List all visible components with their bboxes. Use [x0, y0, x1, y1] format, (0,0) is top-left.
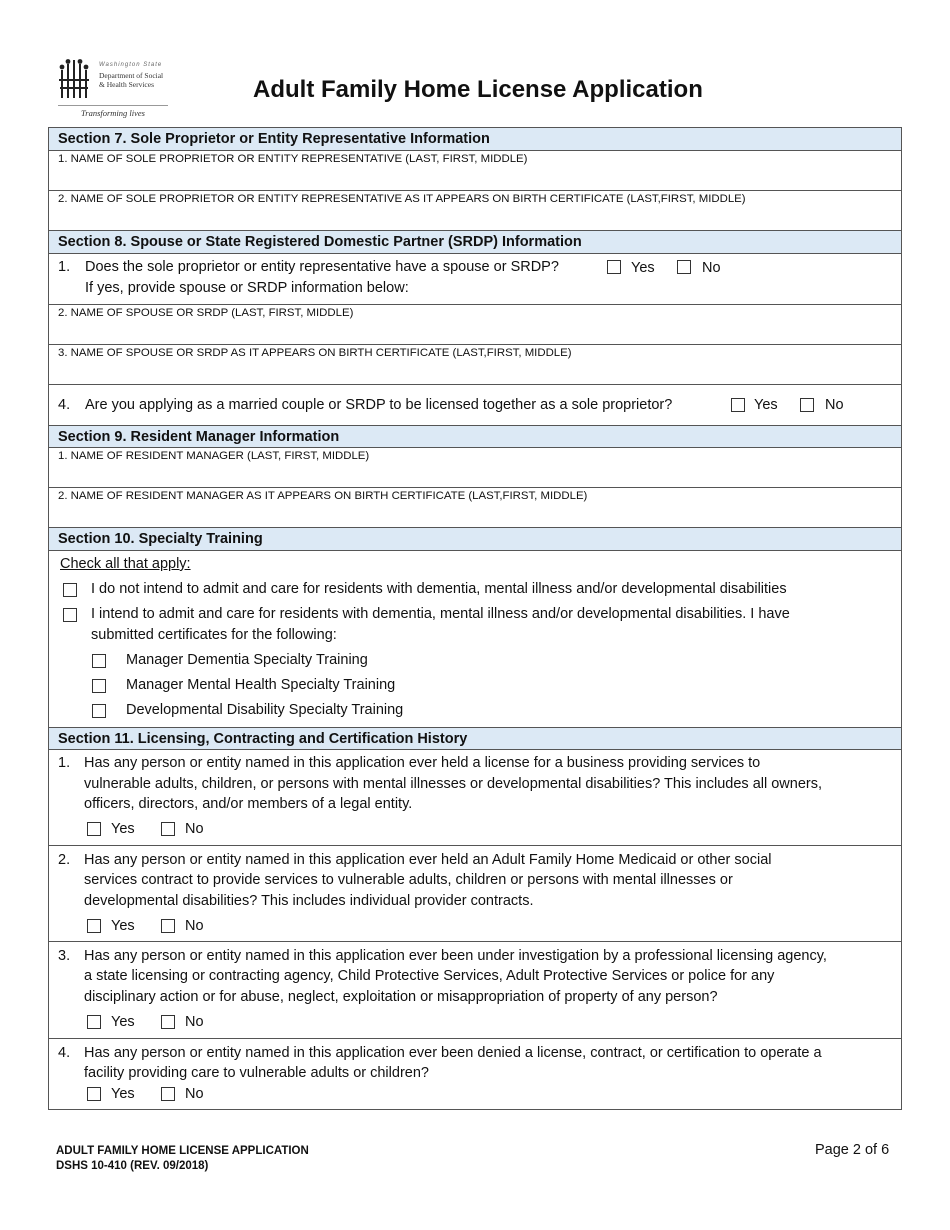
section8-question-4: 4. Are you applying as a married couple or SRDP to be licensed together as a sole proprietor? Yes No	[49, 384, 901, 425]
section9-heading: Section 9. Resident Manager Information	[49, 425, 901, 447]
section11-heading: Section 11. Licensing, Contracting and Certification History	[49, 727, 901, 749]
spouse-yes-checkbox[interactable]	[607, 260, 621, 274]
spouse-name-field[interactable]: 2. NAME OF SPOUSE OR SRDP (LAST, FIRST, MIDDLE)	[49, 304, 901, 344]
dshs-figures-icon	[58, 58, 96, 102]
resident-manager-birth-name-field[interactable]: 2. NAME OF RESIDENT MANAGER AS IT APPEARS ON BIRTH CERTIFICATE (LAST,FIRST, MIDDLE)	[49, 487, 901, 527]
specialty-intend-checkbox[interactable]	[63, 608, 77, 622]
check-all-instruction: Check all that apply:	[60, 556, 191, 572]
section10-heading: Section 10. Specialty Training	[49, 527, 901, 550]
resident-manager-name-field[interactable]: 1. NAME OF RESIDENT MANAGER (LAST, FIRST, MIDDLE)	[49, 447, 901, 487]
q2-no-checkbox[interactable]	[161, 919, 175, 933]
q4-yes-checkbox[interactable]	[87, 1087, 101, 1101]
q4-no-checkbox[interactable]	[161, 1087, 175, 1101]
sole-proprietor-name-field[interactable]: 1. NAME OF SOLE PROPRIETOR OR ENTITY REPRESENTATIVE (LAST, FIRST, MIDDLE)	[49, 150, 901, 190]
section11-question-1: 1. Has any person or entity named in this application ever held a license for a business providing services to vulnerable adults, children, or persons with mental illnesses or developmental disabilities? This includes all owners, officers, directors, and/or members of a legal entity. Yes No	[49, 749, 901, 845]
section8-heading: Section 8. Spouse or State Registered Domestic Partner (SRDP) Information	[49, 230, 901, 253]
document-title: Adult Family Home License Application	[253, 76, 703, 103]
section11-question-2: 2. Has any person or entity named in this application ever held an Adult Family Home Medicaid or other social services contract to provide services to vulnerable adults, children or persons with mental illnesses or developmental disabilities? This includes individual provider contracts. Yes No	[49, 845, 901, 941]
dementia-training-checkbox[interactable]	[92, 654, 106, 668]
mental-health-training-checkbox[interactable]	[92, 679, 106, 693]
logo-tagline: Transforming lives	[58, 105, 168, 118]
page-number: Page 2 of 6	[815, 1142, 890, 1158]
spouse-birth-name-field[interactable]: 3. NAME OF SPOUSE OR SRDP AS IT APPEARS ON BIRTH CERTIFICATE (LAST,FIRST, MIDDLE)	[49, 344, 901, 384]
developmental-disability-training-checkbox[interactable]	[92, 704, 106, 718]
logo-dept: Department of Social & Health Services	[99, 71, 164, 89]
sole-proprietor-birth-name-field[interactable]: 2. NAME OF SOLE PROPRIETOR OR ENTITY REPRESENTATIVE AS IT APPEARS ON BIRTH CERTIFICATE (LAST,FIRST, MIDDLE)	[49, 190, 901, 230]
married-couple-yes-checkbox[interactable]	[731, 398, 745, 412]
application-form	[48, 127, 902, 1110]
section8-question-1: 1. Does the sole proprietor or entity representative have a spouse or SRDP? Yes No If yes, provide spouse or SRDP information below:	[49, 253, 901, 304]
spouse-no-checkbox[interactable]	[677, 260, 691, 274]
q1-yes-checkbox[interactable]	[87, 822, 101, 836]
q3-yes-checkbox[interactable]	[87, 1015, 101, 1029]
section7-heading: Section 7. Sole Proprietor or Entity Representative Information	[49, 128, 901, 150]
section11-question-4: 4. Has any person or entity named in this application ever been denied a license, contract, or certification to operate a facility providing care to vulnerable adults or children? Yes No	[49, 1038, 901, 1109]
q1-no-checkbox[interactable]	[161, 822, 175, 836]
footer-form-number: DSHS 10-410 (REV. 09/2018)	[56, 1160, 209, 1172]
section11-question-3: 3. Has any person or entity named in this application ever been under investigation by a professional licensing agency, a state licensing or contracting agency, Child Protective Services, Adult Protective Services or police for any disciplinary action or for abuse, neglect, exploitation or misappropriation of property of any person? Yes No	[49, 941, 901, 1038]
section10-options: Check all that apply: I do not intend to admit and care for residents with dementia, mental illness and/or developmental disabilities I intend to admit and care for residents with dementia, mental illness and/or developmental disabilities. I have submitted certificates for the following: Manager Dementia Specialty Training Manager Mental Health Specialty Training Developmental Disability Specialty Training	[49, 550, 901, 727]
no-specialty-checkbox[interactable]	[63, 583, 77, 597]
q3-no-checkbox[interactable]	[161, 1015, 175, 1029]
married-couple-no-checkbox[interactable]	[800, 398, 814, 412]
q2-yes-checkbox[interactable]	[87, 919, 101, 933]
footer-form-title: ADULT FAMILY HOME LICENSE APPLICATION	[56, 1145, 309, 1157]
dshs-logo	[58, 58, 170, 118]
footer-form-info	[56, 1144, 309, 1174]
logo-state: Washington State	[99, 62, 163, 68]
